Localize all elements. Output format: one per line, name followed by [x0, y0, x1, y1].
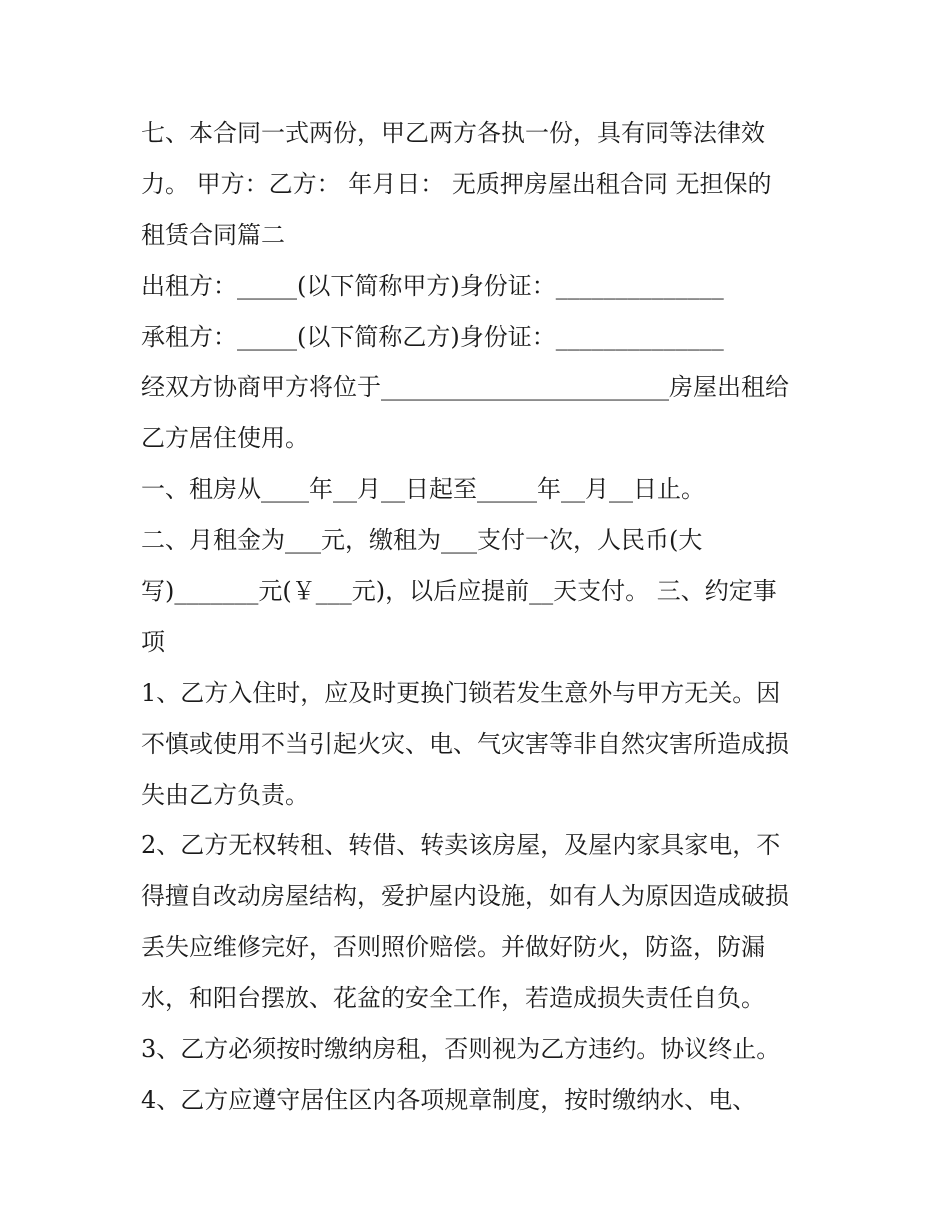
text-line: 失由乙方负责。 — [141, 780, 309, 809]
text-line: 得擅自改动房屋结构，爱护屋内设施，如有人为原因造成破损 — [141, 882, 789, 911]
lessee-line: 承租方：_____(以下简称乙方)身份证：______________ — [141, 322, 724, 351]
text-line: 力。 甲方：乙方： 年月日： 无质押房屋出租合同 无担保的 — [141, 169, 772, 198]
item-2: 2、乙方无权转租、转借、转卖该房屋，及屋内家具家电，不 — [141, 831, 781, 860]
text-line: 经双方协商甲方将位于________________________房屋出租给 — [141, 373, 789, 402]
item-3: 3、乙方必须按时缴纳房租，否则视为乙方违约。协议终止。 — [141, 1035, 781, 1064]
item-4: 4、乙方应遵守居住区内各项规章制度，按时缴纳水、电、 — [141, 1085, 757, 1114]
text-line: 乙方居住使用。 — [141, 424, 309, 453]
clause-1-term: 一、租房从____年__月__日起至_____年__月__日止。 — [141, 475, 705, 504]
text-line: 水，和阳台摆放、花盆的安全工作，若造成损失责任自负。 — [141, 984, 765, 1013]
contract-text — [141, 108, 821, 1126]
item-1: 1、乙方入住时，应及时更换门锁若发生意外与甲方无关。因 — [141, 678, 781, 707]
text-line: 项 — [141, 627, 165, 656]
clause-2-rent: 二、月租金为___元，缴租为___支付一次，人民币(大 — [141, 526, 703, 555]
text-line: 丢失应维修完好，否则照价赔偿。并做好防火，防盗，防漏 — [141, 933, 765, 962]
lessor-line: 出租方：_____(以下简称甲方)身份证：______________ — [141, 271, 724, 300]
text-line: 不慎或使用不当引起火灾、电、气灾害等非自然灾害所造成损 — [141, 729, 789, 758]
text-line: 七、本合同一式两份，甲乙两方各执一份，具有同等法律效 — [141, 119, 765, 147]
section-heading: 租赁合同篇二 — [141, 220, 285, 249]
text-line: 写)_______元(￥___元)，以后应提前__天支付。 三、约定事 — [141, 577, 777, 606]
